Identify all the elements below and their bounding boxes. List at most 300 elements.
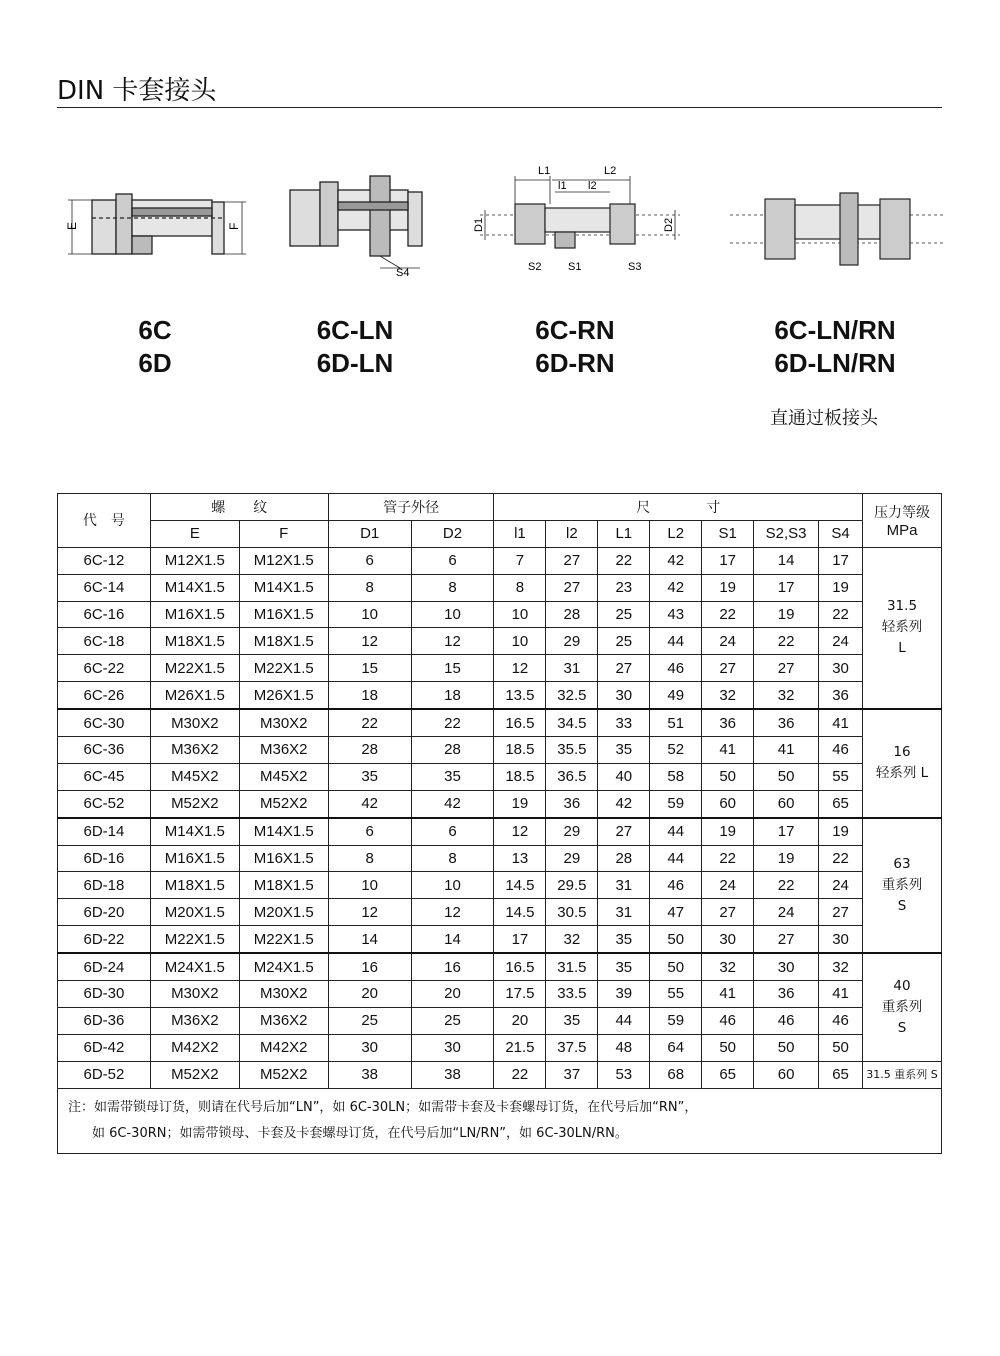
pressure-class-line: L [898, 640, 906, 657]
table-row [58, 818, 942, 845]
table-cell: M16X1.5 [239, 601, 328, 628]
table-cell: 30 [702, 926, 754, 953]
model-group-2 [290, 314, 420, 380]
table-cell: 29.5 [546, 872, 598, 899]
table-cell: 6 [328, 818, 411, 845]
label-s3: S3 [628, 261, 642, 273]
table-cell: 41 [702, 737, 754, 764]
table-cell: M14X1.5 [150, 818, 239, 845]
model-group-4 [755, 314, 915, 380]
table-cell: M16X1.5 [150, 601, 239, 628]
table-cell: 30 [819, 655, 863, 682]
table-cell: 17 [819, 547, 863, 574]
table-cell: 23 [598, 574, 650, 601]
table-cell: 6C-22 [58, 655, 151, 682]
table-cell: 24 [819, 628, 863, 655]
table-cell: 12 [494, 655, 546, 682]
label-l1-upper: L1 [538, 165, 551, 177]
table-row [58, 845, 942, 872]
table-cell: M52X2 [150, 1061, 239, 1088]
table-cell: M14X1.5 [150, 574, 239, 601]
table-cell: 8 [328, 845, 411, 872]
table-cell: 25 [598, 628, 650, 655]
table-cell: M22X1.5 [239, 655, 328, 682]
table-cell: 41 [754, 737, 819, 764]
table-cell: 6C-14 [58, 574, 151, 601]
table-cell: 42 [598, 790, 650, 817]
table-cell: 32 [702, 953, 754, 980]
table-cell: 24 [702, 628, 754, 655]
table-cell: 51 [650, 709, 702, 736]
table-cell: 48 [598, 1034, 650, 1061]
table-cell: 10 [328, 601, 411, 628]
table-cell: 19 [819, 574, 863, 601]
table-cell: 32 [819, 953, 863, 980]
label-s4: S4 [396, 267, 410, 279]
table-cell: 31 [598, 899, 650, 926]
table-cell: 20 [328, 981, 411, 1008]
table-cell: 64 [650, 1034, 702, 1061]
table-cell: 8 [411, 574, 494, 601]
table-cell: M36X2 [239, 1007, 328, 1034]
model-code: 6C-RN [535, 315, 615, 345]
table-row [58, 899, 942, 926]
table-cell: 34.5 [546, 709, 598, 736]
table-cell: 14.5 [494, 899, 546, 926]
table-cell: 6C-30 [58, 709, 151, 736]
subheader-cell: D1 [328, 520, 411, 547]
table-row [58, 1034, 942, 1061]
table-cell: 16 [328, 953, 411, 980]
table-cell: M52X2 [239, 790, 328, 817]
table-cell: 6C-18 [58, 628, 151, 655]
table-cell: 46 [702, 1007, 754, 1034]
table-row [58, 953, 942, 980]
table-cell: 8 [494, 574, 546, 601]
label-l1-lower: l1 [558, 180, 567, 192]
table-cell: 19 [702, 818, 754, 845]
subheader-cell: S2,S3 [754, 520, 819, 547]
header-pressure-label: 压力等级 [874, 504, 930, 521]
table-cell: M26X1.5 [150, 682, 239, 709]
table-cell: 50 [819, 1034, 863, 1061]
table-cell: 42 [411, 790, 494, 817]
table-cell: 29 [546, 845, 598, 872]
table-cell: 25 [598, 601, 650, 628]
table-cell: 33.5 [546, 981, 598, 1008]
table-row [58, 601, 942, 628]
table-row [58, 682, 942, 709]
table-cell: M12X1.5 [150, 547, 239, 574]
table-cell: 37.5 [546, 1034, 598, 1061]
table-cell: M24X1.5 [239, 953, 328, 980]
model-code: 6C-LN [316, 315, 394, 345]
table-cell: 30.5 [546, 899, 598, 926]
table-cell: 49 [650, 682, 702, 709]
table-cell: 32 [702, 682, 754, 709]
table-cell: 7 [494, 547, 546, 574]
table-cell: 32 [546, 926, 598, 953]
subheader-cell: L2 [650, 520, 702, 547]
pressure-class-line: 16 [893, 744, 911, 761]
table-row [58, 655, 942, 682]
header-pressure [863, 494, 942, 548]
subheader-cell: l1 [494, 520, 546, 547]
table-cell: 16.5 [494, 953, 546, 980]
model-code: 6C-LN/RN [774, 315, 896, 345]
table-cell: 27 [754, 655, 819, 682]
header-pipe: 管子外径 [328, 494, 494, 521]
table-cell: 27 [546, 574, 598, 601]
table-cell: 47 [650, 899, 702, 926]
drawing-6c-ln [280, 172, 440, 282]
table-cell: M16X1.5 [150, 845, 239, 872]
table-cell: 17.5 [494, 981, 546, 1008]
drawing-6c [62, 180, 252, 280]
table-cell: 6D-30 [58, 981, 151, 1008]
table-cell: 35 [598, 926, 650, 953]
model-code: 6C [138, 315, 172, 345]
table-cell: 28 [411, 737, 494, 764]
table-cell: 50 [754, 763, 819, 790]
table-cell: 6C-45 [58, 763, 151, 790]
table-cell: 30 [819, 926, 863, 953]
table-cell: M18X1.5 [150, 628, 239, 655]
table-note [58, 1088, 942, 1153]
header-thread: 螺 纹 [150, 494, 328, 521]
table-cell: 6D-14 [58, 818, 151, 845]
table-cell: 17 [702, 547, 754, 574]
table-cell: 50 [702, 1034, 754, 1061]
header-dims: 尺 寸 [494, 494, 863, 521]
table-cell: 17 [494, 926, 546, 953]
table-cell: 15 [411, 655, 494, 682]
subheader-cell: l2 [546, 520, 598, 547]
table-cell: 36 [819, 682, 863, 709]
table-cell: 44 [598, 1007, 650, 1034]
table-cell: 55 [819, 763, 863, 790]
table-cell: 16.5 [494, 709, 546, 736]
table-row [58, 547, 942, 574]
table-cell: 6D-24 [58, 953, 151, 980]
table-cell: 6C-26 [58, 682, 151, 709]
title-divider [57, 107, 942, 108]
pressure-class-line: S [897, 1019, 907, 1036]
table-cell: 42 [328, 790, 411, 817]
table-cell: 46 [650, 655, 702, 682]
table-cell: M36X2 [239, 737, 328, 764]
table-cell: 35 [598, 737, 650, 764]
table-cell: 18.5 [494, 737, 546, 764]
table-cell: 31 [598, 872, 650, 899]
table-cell: 30 [598, 682, 650, 709]
table-cell: 18 [328, 682, 411, 709]
table-cell: 60 [754, 790, 819, 817]
pressure-class-line: 40 [893, 977, 911, 994]
table-cell: 6C-16 [58, 601, 151, 628]
table-row [58, 737, 942, 764]
table-cell: 19 [702, 574, 754, 601]
model-group-1 [105, 314, 205, 380]
pressure-class-line: 重系列 [881, 876, 923, 893]
table-cell: 35.5 [546, 737, 598, 764]
page-title: DIN 卡套接头 [57, 76, 217, 106]
table-cell: 13.5 [494, 682, 546, 709]
table-cell: 41 [819, 709, 863, 736]
table-cell: 46 [819, 737, 863, 764]
table-cell: 10 [411, 872, 494, 899]
table-cell: 22 [328, 709, 411, 736]
label-s1: S1 [568, 261, 582, 273]
table-cell: 19 [819, 818, 863, 845]
drawing-6c-ln-rn [730, 185, 945, 275]
table-cell: 22 [754, 628, 819, 655]
table-cell: 38 [328, 1061, 411, 1088]
table-row [58, 574, 942, 601]
table-cell: 58 [650, 763, 702, 790]
table-cell: 6D-52 [58, 1061, 151, 1088]
table-cell: M24X1.5 [150, 953, 239, 980]
table-cell: M45X2 [150, 763, 239, 790]
table-cell: 15 [328, 655, 411, 682]
table-cell: M16X1.5 [239, 845, 328, 872]
table-cell: 50 [650, 926, 702, 953]
table-cell: 19 [754, 601, 819, 628]
table-cell: 22 [411, 709, 494, 736]
table-cell: 50 [754, 1034, 819, 1061]
table-cell: 22 [598, 547, 650, 574]
table-cell: 60 [754, 1061, 819, 1088]
table-cell: M30X2 [150, 709, 239, 736]
subheader-cell: S4 [819, 520, 863, 547]
table-cell: 31.5 [546, 953, 598, 980]
pressure-class-cell [863, 1061, 942, 1088]
spec-table [57, 493, 942, 1154]
model-code: 6D-LN/RN [774, 348, 896, 378]
table-cell: 13 [494, 845, 546, 872]
table-cell: M30X2 [239, 981, 328, 1008]
table-cell: M42X2 [239, 1034, 328, 1061]
table-cell: 16 [411, 953, 494, 980]
label-e: E [65, 221, 79, 230]
table-cell: 10 [411, 601, 494, 628]
table-cell: 6D-16 [58, 845, 151, 872]
table-cell: 60 [702, 790, 754, 817]
table-cell: M30X2 [150, 981, 239, 1008]
table-cell: 6D-22 [58, 926, 151, 953]
table-cell: 14.5 [494, 872, 546, 899]
table-cell: 22 [702, 845, 754, 872]
table-row [58, 628, 942, 655]
table-cell: M22X1.5 [150, 926, 239, 953]
table-cell: 6D-20 [58, 899, 151, 926]
table-cell: 50 [702, 763, 754, 790]
table-cell: 32.5 [546, 682, 598, 709]
table-cell: 6C-36 [58, 737, 151, 764]
table-row [58, 1061, 942, 1088]
label-l2-upper: L2 [604, 165, 617, 177]
table-row [58, 763, 942, 790]
label-d1: D1 [473, 217, 485, 232]
label-s2: S2 [528, 261, 542, 273]
table-cell: 42 [650, 547, 702, 574]
pressure-class-line: S [897, 897, 907, 914]
table-cell: 6C-52 [58, 790, 151, 817]
subheader-cell: S1 [702, 520, 754, 547]
table-cell: 12 [328, 628, 411, 655]
table-cell: 6 [328, 547, 411, 574]
table-cell: 8 [411, 845, 494, 872]
table-cell: 68 [650, 1061, 702, 1088]
table-cell: M36X2 [150, 1007, 239, 1034]
table-cell: 36 [702, 709, 754, 736]
table-cell: 44 [650, 818, 702, 845]
table-cell: 39 [598, 981, 650, 1008]
table-cell: 53 [598, 1061, 650, 1088]
subheader-cell: F [239, 520, 328, 547]
table-cell: 14 [754, 547, 819, 574]
table-cell: 29 [546, 628, 598, 655]
table-cell: 41 [819, 981, 863, 1008]
table-cell: 59 [650, 790, 702, 817]
note-line: 注：如需带锁母订货，则请在代号后加“LN”，如 6C-30LN；如需带卡套及卡套螺母订货，在代号后加“RN”， [68, 1099, 698, 1115]
table-cell: 14 [328, 926, 411, 953]
table-cell: 36 [754, 981, 819, 1008]
table-cell: M20X1.5 [150, 899, 239, 926]
table-cell: 36 [754, 709, 819, 736]
table-cell: 27 [546, 547, 598, 574]
table-cell: 27 [754, 926, 819, 953]
table-cell: 10 [494, 601, 546, 628]
header-code: 代 号 [58, 494, 151, 548]
table-cell: M20X1.5 [239, 899, 328, 926]
table-cell: 10 [328, 872, 411, 899]
table-cell: 27 [598, 655, 650, 682]
table-cell: 33 [598, 709, 650, 736]
table-cell: 30 [328, 1034, 411, 1061]
table-cell: 27 [702, 899, 754, 926]
table-cell: 17 [754, 574, 819, 601]
table-cell: 50 [650, 953, 702, 980]
table-cell: 36.5 [546, 763, 598, 790]
subheader-cell: E [150, 520, 239, 547]
table-cell: 65 [819, 790, 863, 817]
table-cell: 19 [494, 790, 546, 817]
table-row [58, 981, 942, 1008]
label-l2-lower: l2 [588, 180, 597, 192]
table-cell: 65 [702, 1061, 754, 1088]
table-cell: 30 [754, 953, 819, 980]
table-cell: 27 [598, 818, 650, 845]
table-cell: 12 [494, 818, 546, 845]
table-cell: 6 [411, 547, 494, 574]
table-cell: 42 [650, 574, 702, 601]
table-row [58, 1007, 942, 1034]
table-cell: 12 [411, 628, 494, 655]
table-cell: 10 [494, 628, 546, 655]
table-cell: 24 [702, 872, 754, 899]
table-cell: 6D-18 [58, 872, 151, 899]
table-cell: 22 [754, 872, 819, 899]
table-cell: 22 [819, 845, 863, 872]
pressure-class-line: 31.5 [886, 598, 918, 615]
table-cell: M52X2 [150, 790, 239, 817]
table-cell: M14X1.5 [239, 574, 328, 601]
table-cell: 22 [494, 1061, 546, 1088]
table-cell: 41 [702, 981, 754, 1008]
table-cell: 35 [598, 953, 650, 980]
table-cell: 35 [328, 763, 411, 790]
table-cell: 22 [819, 601, 863, 628]
table-cell: 14 [411, 926, 494, 953]
pressure-class-cell [863, 547, 942, 709]
table-row [58, 709, 942, 736]
table-cell: 18.5 [494, 763, 546, 790]
table-row [58, 872, 942, 899]
table-cell: M52X2 [239, 1061, 328, 1088]
table-cell: 25 [411, 1007, 494, 1034]
table-cell: 6D-42 [58, 1034, 151, 1061]
label-f: F [227, 222, 241, 230]
header-pressure-unit: MPa [886, 521, 918, 539]
table-cell: 20 [411, 981, 494, 1008]
table-cell: 22 [702, 601, 754, 628]
table-cell: 46 [754, 1007, 819, 1034]
table-cell: 27 [702, 655, 754, 682]
table-cell: 12 [411, 899, 494, 926]
model-code: 6D [138, 348, 172, 378]
pressure-class-line: 轻系列 [881, 619, 923, 636]
table-cell: 21.5 [494, 1034, 546, 1061]
table-cell: 29 [546, 818, 598, 845]
table-cell: M22X1.5 [239, 926, 328, 953]
model-code: 6D-LN [316, 348, 394, 378]
table-cell: 30 [411, 1034, 494, 1061]
note-line: 如 6C-30RN；如需带锁母、卡套及卡套螺母订货，在代号后加“LN/RN”，如 6C-30LN/RN。 [92, 1125, 628, 1141]
subheader-cell: L1 [598, 520, 650, 547]
table-cell: 31 [546, 655, 598, 682]
table-cell: 6C-12 [58, 547, 151, 574]
table-cell: 46 [819, 1007, 863, 1034]
table-cell: 36 [546, 790, 598, 817]
table-cell: M18X1.5 [150, 872, 239, 899]
table-cell: 59 [650, 1007, 702, 1034]
subtitle: 直通过板接头 [770, 408, 878, 429]
table-cell: M18X1.5 [239, 872, 328, 899]
model-code: 6D-RN [535, 348, 615, 378]
table-cell: 27 [819, 899, 863, 926]
label-d2: D2 [663, 217, 675, 232]
table-cell: 24 [754, 899, 819, 926]
table-cell: 43 [650, 601, 702, 628]
table-cell: M22X1.5 [150, 655, 239, 682]
table-cell: 55 [650, 981, 702, 1008]
table-cell: M36X2 [150, 737, 239, 764]
table-cell: 65 [819, 1061, 863, 1088]
pressure-class-cell [863, 953, 942, 1061]
table-cell: 24 [819, 872, 863, 899]
table-cell: 19 [754, 845, 819, 872]
table-cell: 32 [754, 682, 819, 709]
subheader-cell: D2 [411, 520, 494, 547]
table-cell: 6 [411, 818, 494, 845]
note-row [58, 1088, 942, 1153]
table-cell: 35 [546, 1007, 598, 1034]
table-cell: 18 [411, 682, 494, 709]
table-cell: 20 [494, 1007, 546, 1034]
table-cell: M12X1.5 [239, 547, 328, 574]
table-row [58, 926, 942, 953]
